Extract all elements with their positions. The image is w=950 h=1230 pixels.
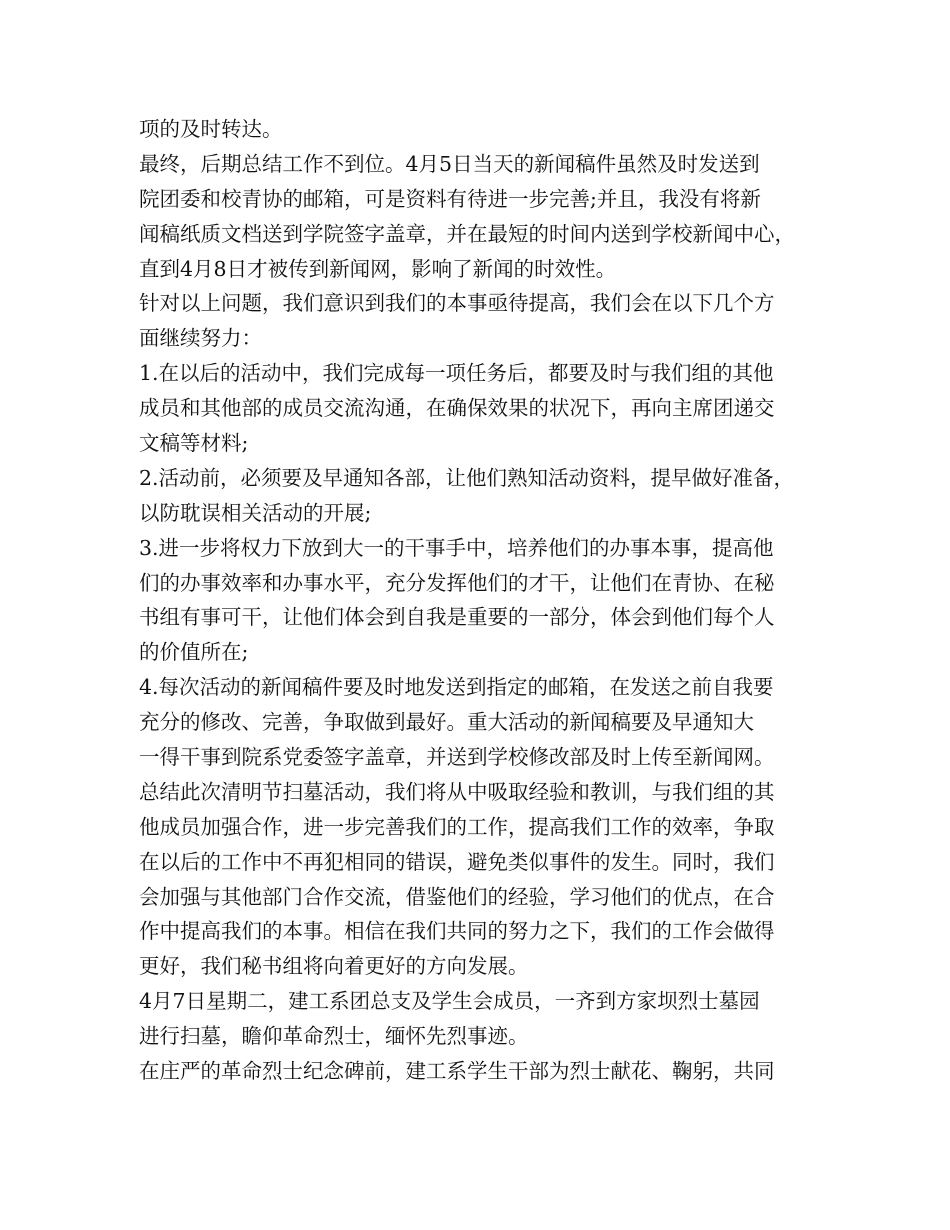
text-line: 在庄严的革命烈士纪念碑前，建工系学生干部为烈士献花、鞠躬，共同	[139, 1059, 775, 1084]
text-line: 他成员加强合作，进一步完善我们的工作，提高我们工作的效率，争取	[139, 814, 775, 839]
text-line: 的价值所在;	[139, 640, 249, 665]
text-line: 充分的修改、完善，争取做到最好。重大活动的新闻稿要及早通知大	[139, 710, 754, 735]
text-line: 最终，后期总结工作不到位。4月5日当天的新闻稿件虽然及时发送到	[139, 151, 760, 176]
text-line: 项的及时转达。	[139, 117, 283, 141]
text-line: 2.活动前，必须要及早通知各部，让他们熟知活动资料，提早做好准备，	[139, 465, 795, 490]
text-line: 成员和其他部的成员交流沟通，在确保效果的状况下，再向主席团递交	[139, 396, 775, 421]
text-line: 书组有事可干，让他们体会到自我是重要的一部分，体会到他们每个人	[139, 605, 775, 630]
text-line: 面继续努力：	[139, 326, 262, 351]
text-line: 直到4月8日才被传到新闻网，影响了新闻的时效性。	[139, 256, 617, 281]
text-line: 们的办事效率和办事水平，充分发挥他们的才干，让他们在青协、在秘	[139, 570, 775, 595]
text-line: 4.每次活动的新闻稿件要及时地发送到指定的邮箱，在发送之前自我要	[139, 675, 774, 700]
text-line: 文稿等材料;	[139, 431, 249, 456]
text-line: 1.在以后的活动中，我们完成每一项任务后，都要及时与我们组的其他	[139, 361, 774, 386]
text-line: 一得干事到院系党委签字盖章，并送到学校修改部及时上传至新闻网。	[139, 745, 775, 770]
document-body	[139, 112, 819, 1089]
text-line: 会加强与其他部门合作交流，借鉴他们的经验，学习他们的优点，在合	[139, 884, 775, 909]
text-line: 针对以上问题，我们意识到我们的本事亟待提高，我们会在以下几个方	[139, 291, 775, 316]
text-line: 以防耽误相关活动的开展;	[139, 500, 372, 525]
text-line: 作中提高我们的本事。相信在我们共同的努力之下，我们的工作会做得	[139, 919, 775, 944]
text-line: 在以后的工作中不再犯相同的错误，避免类似事件的发生。同时，我们	[139, 849, 775, 874]
text-line: 3.进一步将权力下放到大一的干事手中，培养他们的办事本事，提高他	[139, 535, 774, 560]
text-line: 总结此次清明节扫墓活动，我们将从中吸取经验和教训，与我们组的其	[139, 779, 775, 804]
text-line: 闻稿纸质文档送到学院签字盖章，并在最短的时间内送到学校新闻中心，	[139, 221, 795, 246]
text-line: 进行扫墓，瞻仰革命烈士，缅怀先烈事迹。	[139, 1024, 529, 1049]
text-line: 更好，我们秘书组将向着更好的方向发展。	[139, 954, 529, 979]
text-line: 4月7日星期二，建工系团总支及学生会成员，一齐到方家坝烈士墓园	[139, 989, 760, 1014]
text-line: 院团委和校青协的邮箱，可是资料有待进一步完善;并且，我没有将新	[139, 186, 761, 211]
